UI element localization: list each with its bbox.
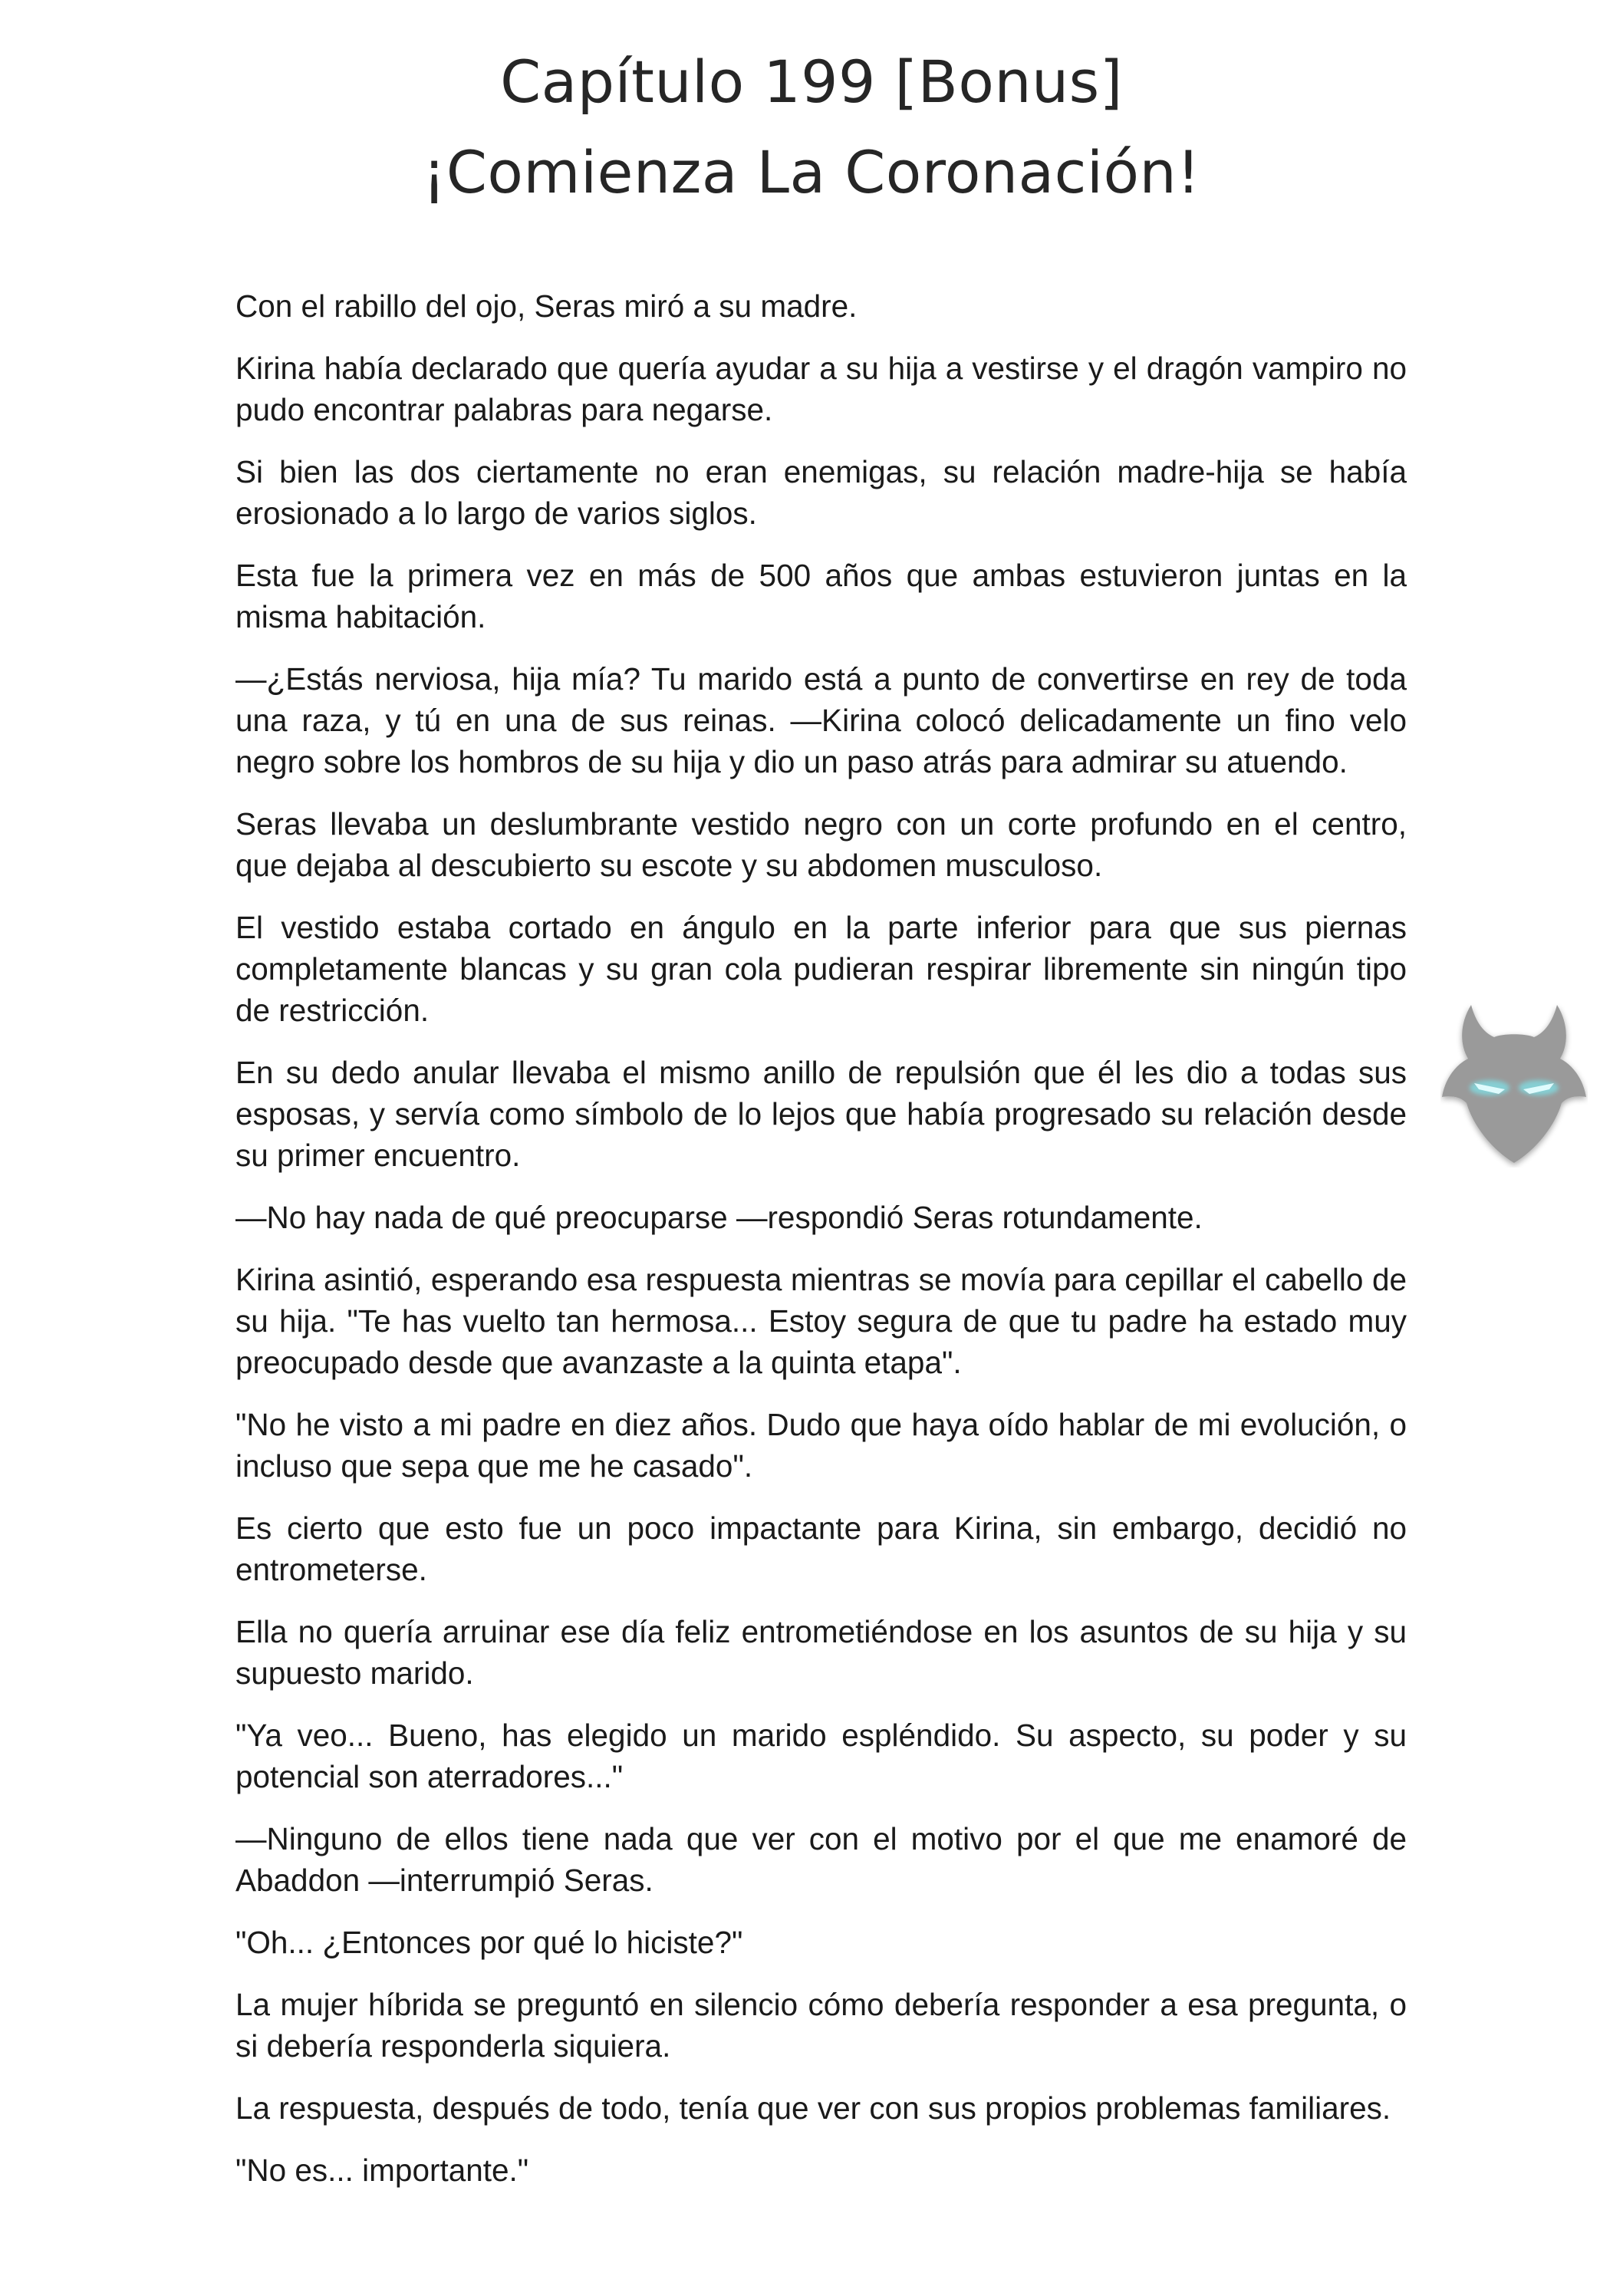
paragraph: Si bien las dos ciertamente no eran enemigas, su relación madre-hija se había erosionado a lo largo de varios siglos. <box>235 454 1407 531</box>
chapter-title-line-2: ¡Comienza La Coronación! <box>422 138 1201 206</box>
paragraph: "No es... importante." <box>235 2153 529 2188</box>
paragraph: Esta fue la primera vez en más de 500 años que ambas estuvieron juntas en la misma habitación. <box>235 558 1407 634</box>
paragraph: Con el rabillo del ojo, Seras miró a su madre. <box>235 288 858 324</box>
paragraph: —No hay nada de qué preocuparse —respondió Seras rotundamente. <box>235 1200 1203 1235</box>
paragraph: En su dedo anular llevaba el mismo anillo de repulsión que él les dio a todas sus esposas, y servía como símbolo de lo lejos que había progresado su relación desde su primer encuentro. <box>235 1055 1407 1173</box>
paragraph: Seras llevaba un deslumbrante vestido negro con un corte profundo en el centro, que dejaba al descubierto su escote y su abdomen musculoso. <box>235 806 1407 883</box>
paragraph: La respuesta, después de todo, tenía que ver con sus propios problemas familiares. <box>235 2090 1391 2126</box>
paragraph: Kirina asintió, esperando esa respuesta mientras se movía para cepillar el cabello de su hija. "Te has vuelto tan hermosa... Estoy segura de que tu padre ha estado muy preocupado desde que avanzaste a la quinta etapa". <box>235 1262 1407 1380</box>
paragraph: Es cierto que esto fue un poco impactante para Kirina, sin embargo, decidió no entrometerse. <box>235 1510 1407 1587</box>
paragraph: La mujer híbrida se preguntó en silencio cómo debería responder a esa pregunta, o si debería responderla siquiera. <box>235 1987 1407 2064</box>
chapter-title-line-1: Capítulo 199 [Bonus] <box>500 48 1123 116</box>
paragraph: "Ya veo... Bueno, has elegido un marido espléndido. Su aspecto, su poder y su potencial son aterradores..." <box>235 1718 1407 1794</box>
demon-head-shape <box>1442 1005 1586 1163</box>
paragraph: "No he visto a mi padre en diez años. Dudo que haya oído hablar de mi evolución, o incluso que sepa que me he casado". <box>235 1407 1407 1484</box>
paragraph: —¿Estás nerviosa, hija mía? Tu marido está a punto de convertirse en rey de toda una raza, y tú en una de sus reinas. —Kirina colocó delicadamente un fino velo negro sobre los hombros de su hija y dio un paso atrás para admirar su atuendo. <box>235 661 1407 779</box>
paragraph: El vestido estaba cortado en ángulo en la parte inferior para que sus piernas completamente blancas y su gran cola pudieran respirar libremente sin ningún tipo de restricción. <box>235 910 1407 1028</box>
paragraph: "Oh... ¿Entonces por qué lo hiciste?" <box>235 1925 743 1960</box>
paragraph: —Ninguno de ellos tiene nada que ver con el motivo por el que me enamoré de Abaddon —interrumpió Seras. <box>235 1821 1407 1898</box>
chapter-title <box>0 37 1623 218</box>
chapter-body <box>235 285 1407 2212</box>
horned-demon-head-icon <box>1440 999 1588 1168</box>
paragraph: Kirina había declarado que quería ayudar a su hija a vestirse y el dragón vampiro no pudo encontrar palabras para negarse. <box>235 351 1407 427</box>
paragraph: Ella no quería arruinar ese día feliz entrometiéndose en los asuntos de su hija y su supuesto marido. <box>235 1614 1407 1691</box>
